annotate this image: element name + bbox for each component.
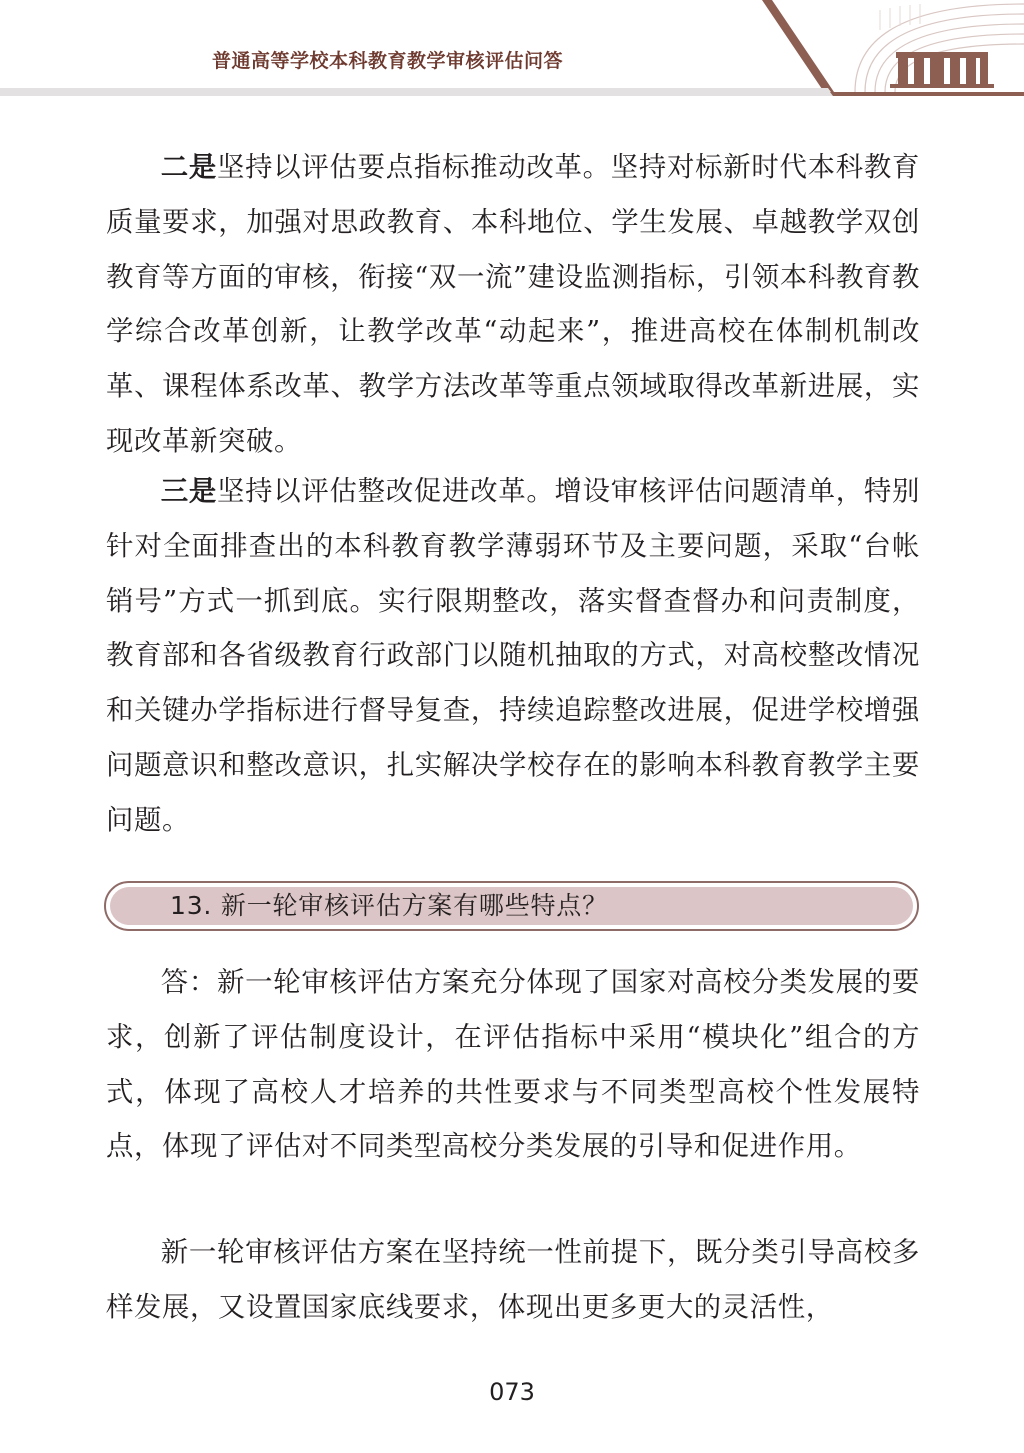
running-header — [0, 0, 1024, 100]
university-gate-icon — [730, 0, 1024, 100]
paragraph-text: 坚持以评估要点指标推动改革。坚持对标新时代本科教育质量要求，加强对思政教育、本科地位、学生发展、卓越教学双创教育等方面的审核，衔接“双一流”建设监测指标，引领本科教育教学综合改革创新，让教学改革“动起来”，推进高校在体制机制改革、课程体系改革、教学方法改革等重点领域取得改革新进展，实现改革新突破。 — [106, 152, 920, 457]
answer-paragraph: 答：新一轮审核评估方案充分体现了国家对高校分类发展的要求，创新了评估制度设计，在评估指标中采用“模块化”组合的方式，体现了高校人才培养的共性要求与不同类型高校个性发展特点，体现了评估对不同类型高校分类发展的引导和促进作用。 — [106, 967, 920, 1163]
question-heading-text: 13. 新一轮审核评估方案有哪些特点？ — [170, 891, 608, 920]
header-title: 普通高等学校本科教育教学审核评估问答 — [212, 50, 564, 72]
question-heading-fill — [110, 887, 913, 925]
paragraph-lead: 三是 — [160, 475, 218, 507]
answer-paragraph: 新一轮审核评估方案在坚持统一性前提下，既分类引导高校多样发展，又设置国家底线要求，体现出更多更大的灵活性， — [106, 1237, 920, 1323]
paragraph-lead: 二是 — [160, 151, 218, 183]
paragraph-point-two — [106, 140, 920, 470]
paragraph-point-three — [106, 464, 920, 849]
question-heading — [104, 881, 919, 931]
header-rule — [0, 88, 790, 96]
page-number: 073 — [489, 1378, 535, 1406]
paragraph-text: 坚持以评估整改促进改革。增设审核评估问题清单，特别针对全面排查出的本科教育教学薄弱环节及主要问题，采取“台帐销号”方式一抓到底。实行限期整改，落实督查督办和问责制度，教育部和各省级教育行政部门以随机抽取的方式，对高校整改情况和关键办学指标进行督导复查，持续追踪整改进展，促进学校增强问题意识和整改意识，扎实解决学校存在的影响本科教育教学主要问题。 — [106, 476, 920, 836]
